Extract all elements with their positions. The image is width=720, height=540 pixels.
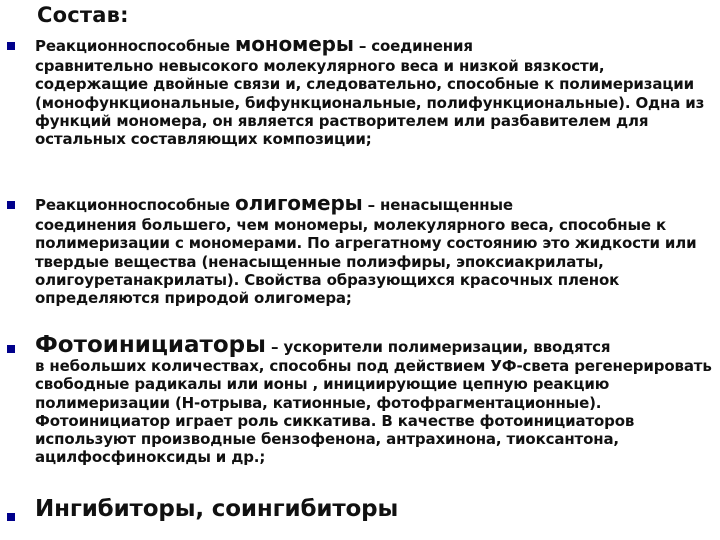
slide-title: Состав: <box>37 3 129 27</box>
bullet-icon <box>7 201 15 209</box>
item-term: Фотоинициаторы <box>35 332 266 358</box>
item-description: соединения большего, чем мономеры, молекулярного веса, способные к полимеризации с мономерами. По агрегатному состоянию это жидкости или твердые вещества (ненасыщенные полиэфиры, эпоксиакрилаты, олигоуретанакрилаты). Свойства образующихся красочных пленок определяются природой олигомера; <box>35 216 697 308</box>
item-suffix: – ненасыщенные <box>362 196 513 214</box>
bullet-icon <box>7 513 15 521</box>
item-term: мономеры <box>235 32 354 56</box>
item-description: в небольших количествах, способны под действием УФ-света регенерировать свободные радикалы или ионы , инициирующие цепную реакцию полимеризации (Н-отрыва, катионные, фотофрагментационные). Фотоинициатор играет роль сиккатива. В качестве фотоинициаторов используют производные бензофенона, антрахинона, тиоксантона, ацилфосфиноксиды и др.; <box>35 357 712 467</box>
item-prefix: Реакционноспособные <box>35 196 235 214</box>
item-suffix: – соединения <box>353 37 473 55</box>
bullet-icon <box>7 345 15 353</box>
item-term: Ингибиторы, соингибиторы <box>35 496 399 522</box>
item-description: сравнительно невысокого молекулярного веса и низкой вязкости, содержащие двойные связи и, следовательно, способные к полимеризации (монофункциональные, бифункциональные, полифункциональные). Одна из функций мономера, он является растворителем или разбавителем для остальных составляющих композиции; <box>35 57 705 149</box>
bullet-icon <box>7 42 15 50</box>
item-term: олигомеры <box>235 191 363 215</box>
item-prefix: Реакционноспособные <box>35 37 235 55</box>
item-suffix: – ускорители полимеризации, вводятся <box>265 338 611 356</box>
list-item-text <box>35 496 715 522</box>
list-item-text <box>35 32 715 149</box>
list-item-text <box>35 332 715 467</box>
list-item-text <box>35 191 715 308</box>
